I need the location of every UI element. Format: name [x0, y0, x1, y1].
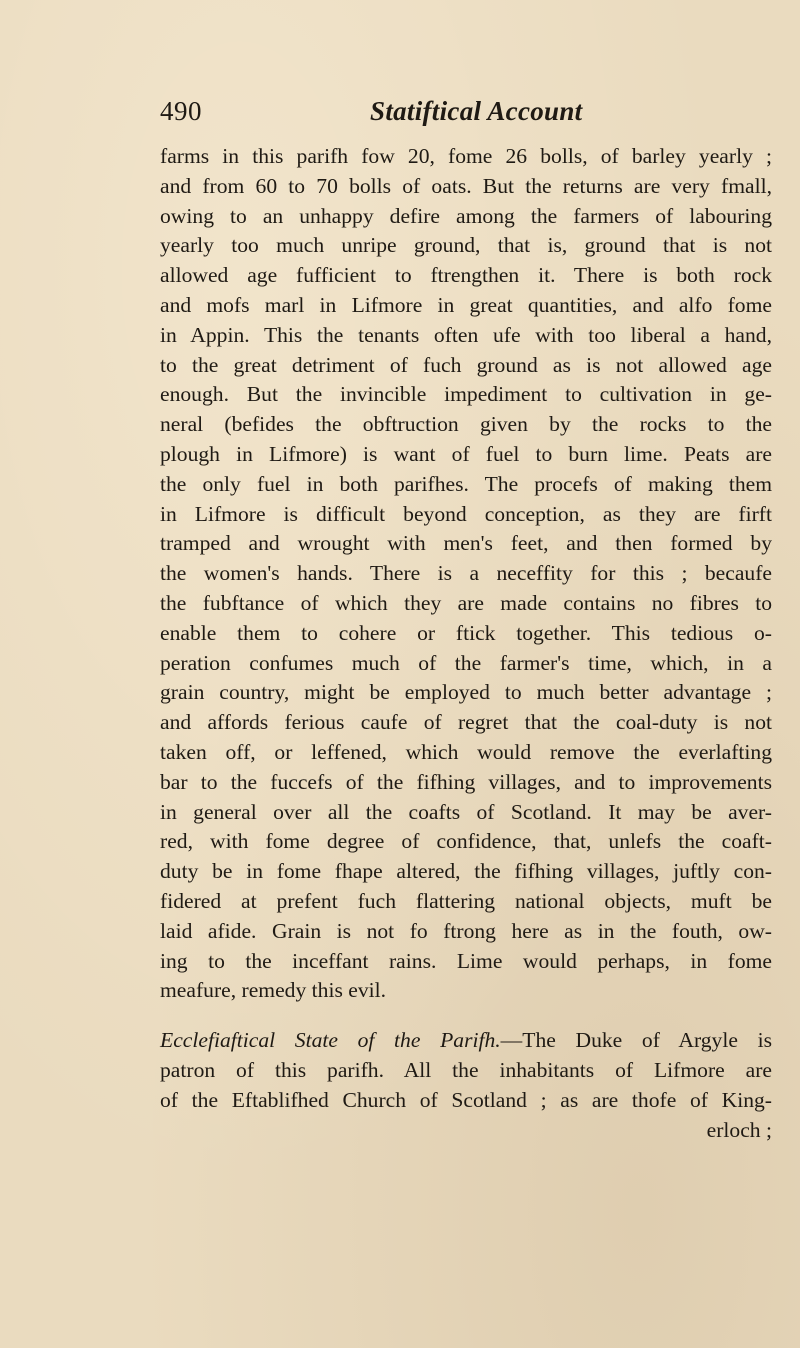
- text-line: in Lifmore is difficult beyond conception, as they are firft: [160, 501, 772, 526]
- text-line: enough. But the invincible impediment to cultivation in ge-: [160, 382, 772, 407]
- catchword: erloch ;: [706, 1117, 772, 1142]
- text-line: laid afide. Grain is not fo ftrong here as in the fouth, ow-: [160, 918, 772, 943]
- section-heading-rest: —The Duke of Argyle is: [500, 1028, 772, 1053]
- section-heading-line: [160, 1026, 772, 1056]
- page-header: [160, 96, 720, 136]
- text-line: grain country, might be employed to much better advantage ;: [160, 680, 772, 705]
- text-line: farms in this parifh fow 20, fome 26 bolls, of barley yearly ;: [160, 144, 772, 168]
- text-line: taken off, or leffened, which would remove the everlafting: [160, 739, 772, 764]
- paragraph-gap: [160, 1006, 772, 1026]
- text-line: ing to the inceffant rains. Lime would perhaps, in fome: [160, 948, 772, 973]
- text-line: the only fuel in both parifhes. The procefs of making them: [160, 471, 772, 496]
- text-line: of the Eftablifhed Church of Scotland ; as are thofe of King-: [160, 1087, 772, 1112]
- text-line: bar to the fuccefs of the fifhing villages, and to improvements: [160, 769, 772, 794]
- section-title: Ecclefiaftical State of the Parifh.: [160, 1028, 501, 1053]
- text-line: and affords ferious caufe of regret that the coal-duty is not: [160, 710, 772, 735]
- text-line: enable them to cohere or ftick together. This tedious o-: [160, 620, 772, 645]
- text-line: in Appin. This the tenants often ufe with too liberal a hand,: [160, 322, 772, 347]
- running-head: Statiftical Account: [370, 96, 583, 126]
- text-line: red, with fome degree of confidence, that, unlefs the coaft-: [160, 829, 772, 854]
- text-line: the fubftance of which they are made contains no fibres to: [160, 590, 772, 615]
- text-line: yearly too much unripe ground, that is, ground that is not: [160, 233, 772, 258]
- paragraph-ecclesiastical: [160, 1026, 772, 1145]
- text-line: and from 60 to 70 bolls of oats. But the returns are very fmall,: [160, 173, 772, 198]
- text-line: peration confumes much of the farmer's time, which, in a: [160, 650, 772, 675]
- text-line: and mofs marl in Lifmore in great quantities, and alfo fome: [160, 292, 772, 317]
- text-line: allowed age fufficient to ftrengthen it. There is both rock: [160, 263, 772, 288]
- text-line: duty be in fome fhape altered, the fifhing villages, juftly con-: [160, 859, 772, 884]
- text-line: owing to an unhappy defire among the farmers of labouring: [160, 203, 772, 228]
- text-line: meafure, remedy this evil.: [160, 978, 387, 1003]
- text-line: fidered at prefent fuch flattering national objects, muft be: [160, 888, 772, 913]
- text-line: plough in Lifmore) is want of fuel to burn lime. Peats are: [160, 441, 772, 466]
- text-line: tramped and wrought with men's feet, and then formed by: [160, 531, 772, 556]
- page-number: 490: [160, 96, 202, 126]
- text-line: to the great detriment of fuch ground as is not allowed age: [160, 352, 772, 377]
- body-text: [160, 142, 772, 1145]
- text-line: in general over all the coafts of Scotland. It may be aver-: [160, 799, 772, 824]
- text-line: patron of this parifh. All the inhabitants of Lifmore are: [160, 1057, 772, 1082]
- text-line: the women's hands. There is a neceffity for this ; becaufe: [160, 561, 772, 586]
- paragraph-agriculture: [160, 142, 772, 1006]
- text-line: neral (befides the obftruction given by the rocks to the: [160, 412, 772, 437]
